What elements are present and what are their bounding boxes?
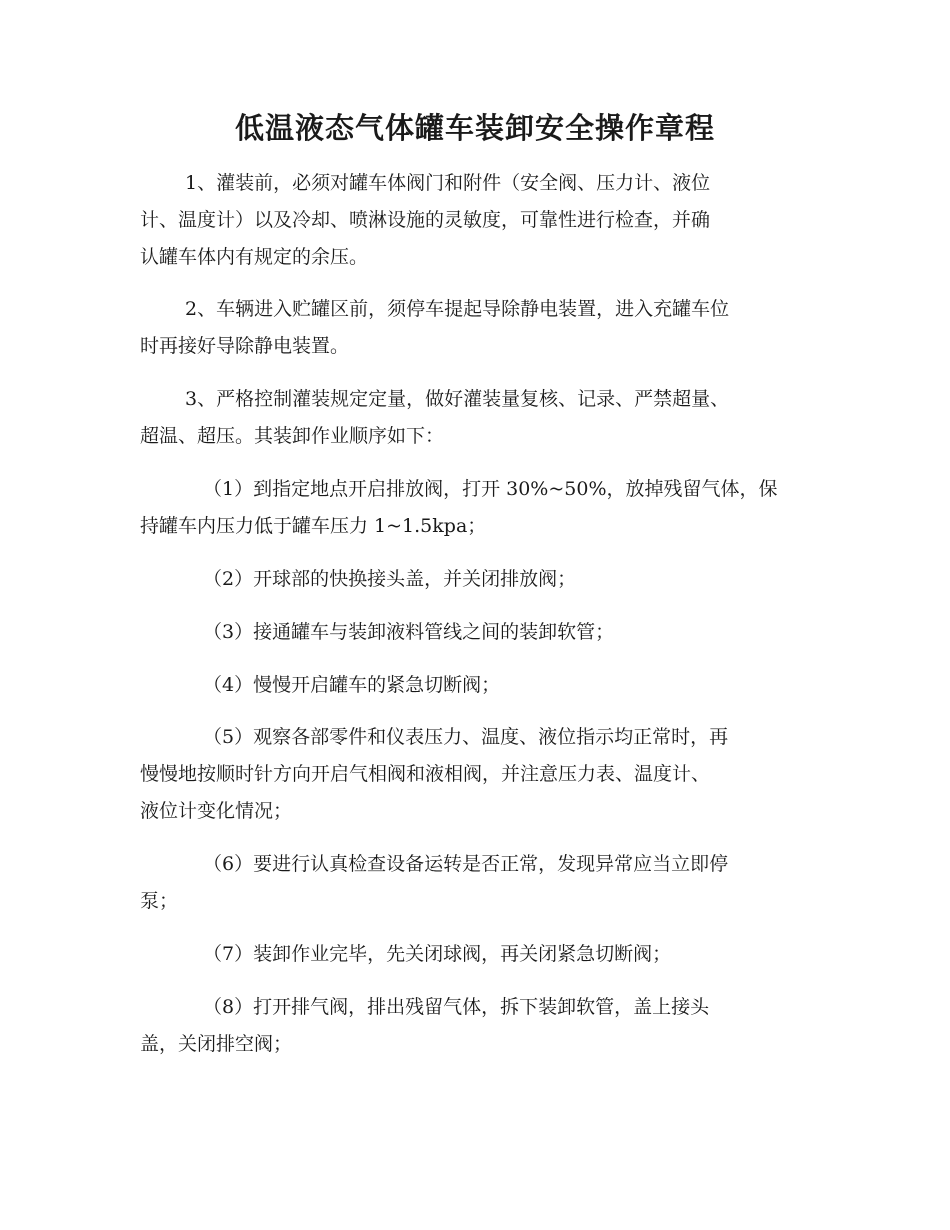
step-line: （3）接通罐车与装卸液料管线之间的装卸软管； <box>203 621 615 643</box>
step-line: （4）慢慢开启罐车的紧急切断阀； <box>203 674 501 696</box>
step-line: （2）开球部的快换接头盖，并关闭排放阀； <box>203 568 577 590</box>
step-line: （6）要进行认真检查设备运转是否正常，发现异常应当立即停 <box>203 853 729 875</box>
paragraph-line: 时再接好导除静电装置。 <box>140 335 350 357</box>
paragraph-line: 1、灌装前，必须对罐车体阀门和附件（安全阀、压力计、液位 <box>185 172 711 194</box>
step-line: 慢慢地按顺时针方向开启气相阀和液相阀，并注意压力表、温度计、 <box>140 763 711 785</box>
step-line: 液位计变化情况； <box>140 800 293 822</box>
paragraph-line: 计、温度计）以及冷却、喷淋设施的灵敏度，可靠性进行检查，并确 <box>140 209 711 231</box>
step-line: （7）装卸作业完毕，先关闭球阀，再关闭紧急切断阀； <box>203 943 672 965</box>
step-line: （8）打开排气阀，排出残留气体，拆下装卸软管，盖上接头 <box>203 996 710 1018</box>
paragraph-line: 认罐车体内有规定的余压。 <box>140 246 369 268</box>
paragraph-line: 超温、超压。其装卸作业顺序如下： <box>140 425 445 447</box>
paragraph-line: 2、车辆进入贮罐区前，须停车提起导除静电装置，进入充罐车位 <box>185 298 730 320</box>
step-line: 泵； <box>140 890 179 912</box>
step-line: 盖，关闭排空阀； <box>140 1033 293 1055</box>
step-line: （5）观察各部零件和仪表压力、温度、液位指示均正常时，再 <box>203 726 729 748</box>
step-line: 持罐车内压力低于罐车压力 1~1.5kpa； <box>140 515 487 537</box>
document-title: 低温液态气体罐车装卸安全操作章程 <box>234 111 715 145</box>
paragraph-line: 3、严格控制灌装规定定量，做好灌装量复核、记录、严禁超量、 <box>185 388 730 410</box>
step-line: （1）到指定地点开启排放阀，打开 30%~50%，放掉残留气体，保 <box>203 478 778 500</box>
